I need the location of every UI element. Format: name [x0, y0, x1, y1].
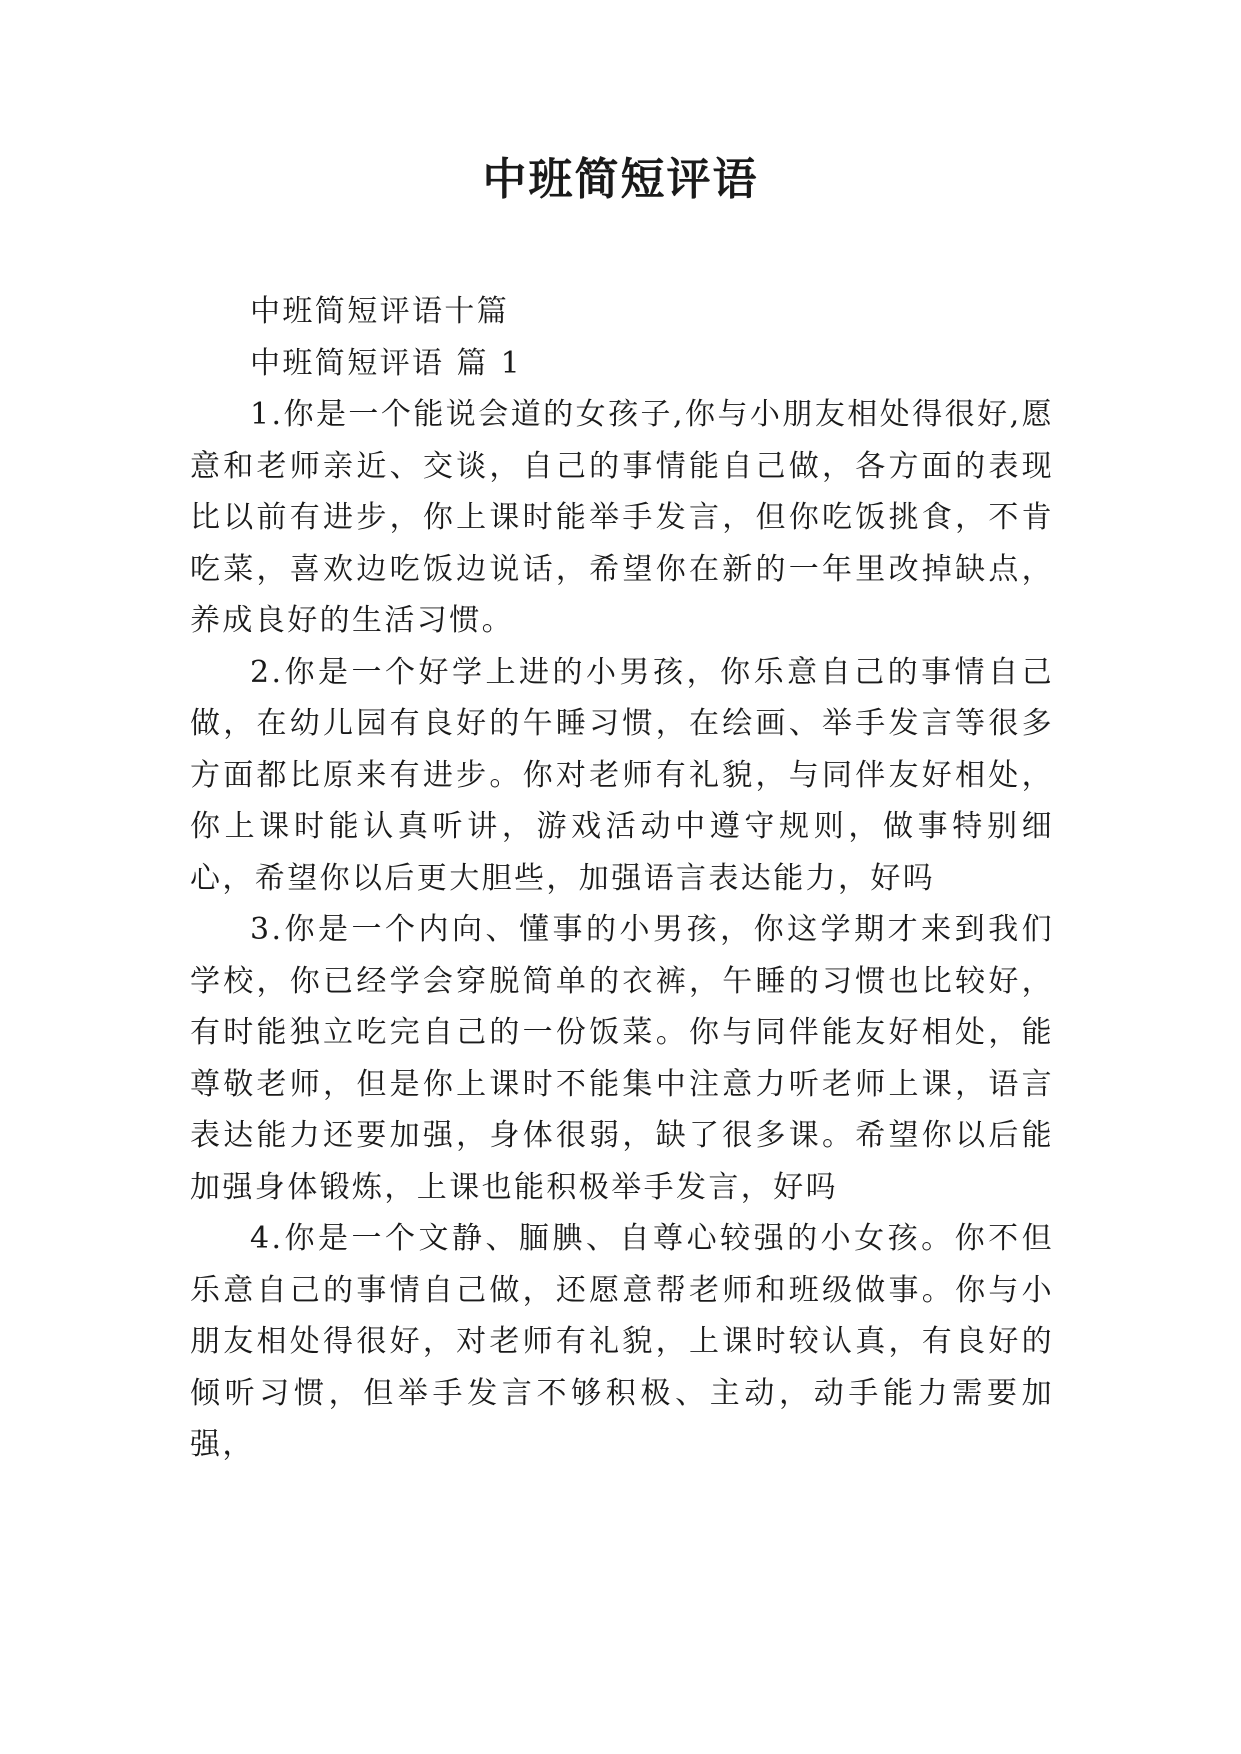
comment-paragraph-2: 2.你是一个好学上进的小男孩，你乐意自己的事情自己做，在幼儿园有良好的午睡习惯，在绘画、举手发言等很多方面都比原来有进步。你对老师有礼貌，与同伴友好相处，你上课时能认真听讲，游戏活动中遵守规则，做事特别细心，希望你以后更大胆些，加强语言表达能力，好吗 — [190, 654, 1054, 896]
comment-paragraph-1: 1.你是一个能说会道的女孩子,你与小朋友相处得很好,愿意和老师亲近、交谈，自己的事情能自己做，各方面的表现比以前有进步，你上课时能举手发言，但你吃饭挑食，不肯吃菜，喜欢边吃饭边说话，希望你在新的一年里改掉缺点，养成良好的生活习惯。 — [190, 397, 1054, 638]
document-body — [190, 286, 1054, 1471]
comment-paragraph-3: 3.你是一个内向、懂事的小男孩，你这学期才来到我们学校，你已经学会穿脱简单的衣裤，午睡的习惯也比较好，有时能独立吃完自己的一份饭菜。你与同伴能友好相处，能尊敬老师，但是你上课时不能集中注意力听老师上课，语言表达能力还要加强，身体很弱，缺了很多课。希望你以后能加强身体锻炼，上课也能积极举手发言，好吗 — [190, 912, 1054, 1205]
document-title: 中班简短评语 — [482, 154, 759, 205]
document-subtitle: 中班简短评语十篇 — [250, 294, 510, 329]
section-heading: 中班简短评语 篇 1 — [250, 345, 523, 381]
comment-paragraph-4: 4.你是一个文静、腼腆、自尊心较强的小女孩。你不但乐意自己的事情自己做，还愿意帮老师和班级做事。你与小朋友相处得很好，对老师有礼貌，上课时较认真，有良好的倾听习惯，但举手发言不够积极、主动，动手能力需要加强， — [190, 1221, 1054, 1462]
